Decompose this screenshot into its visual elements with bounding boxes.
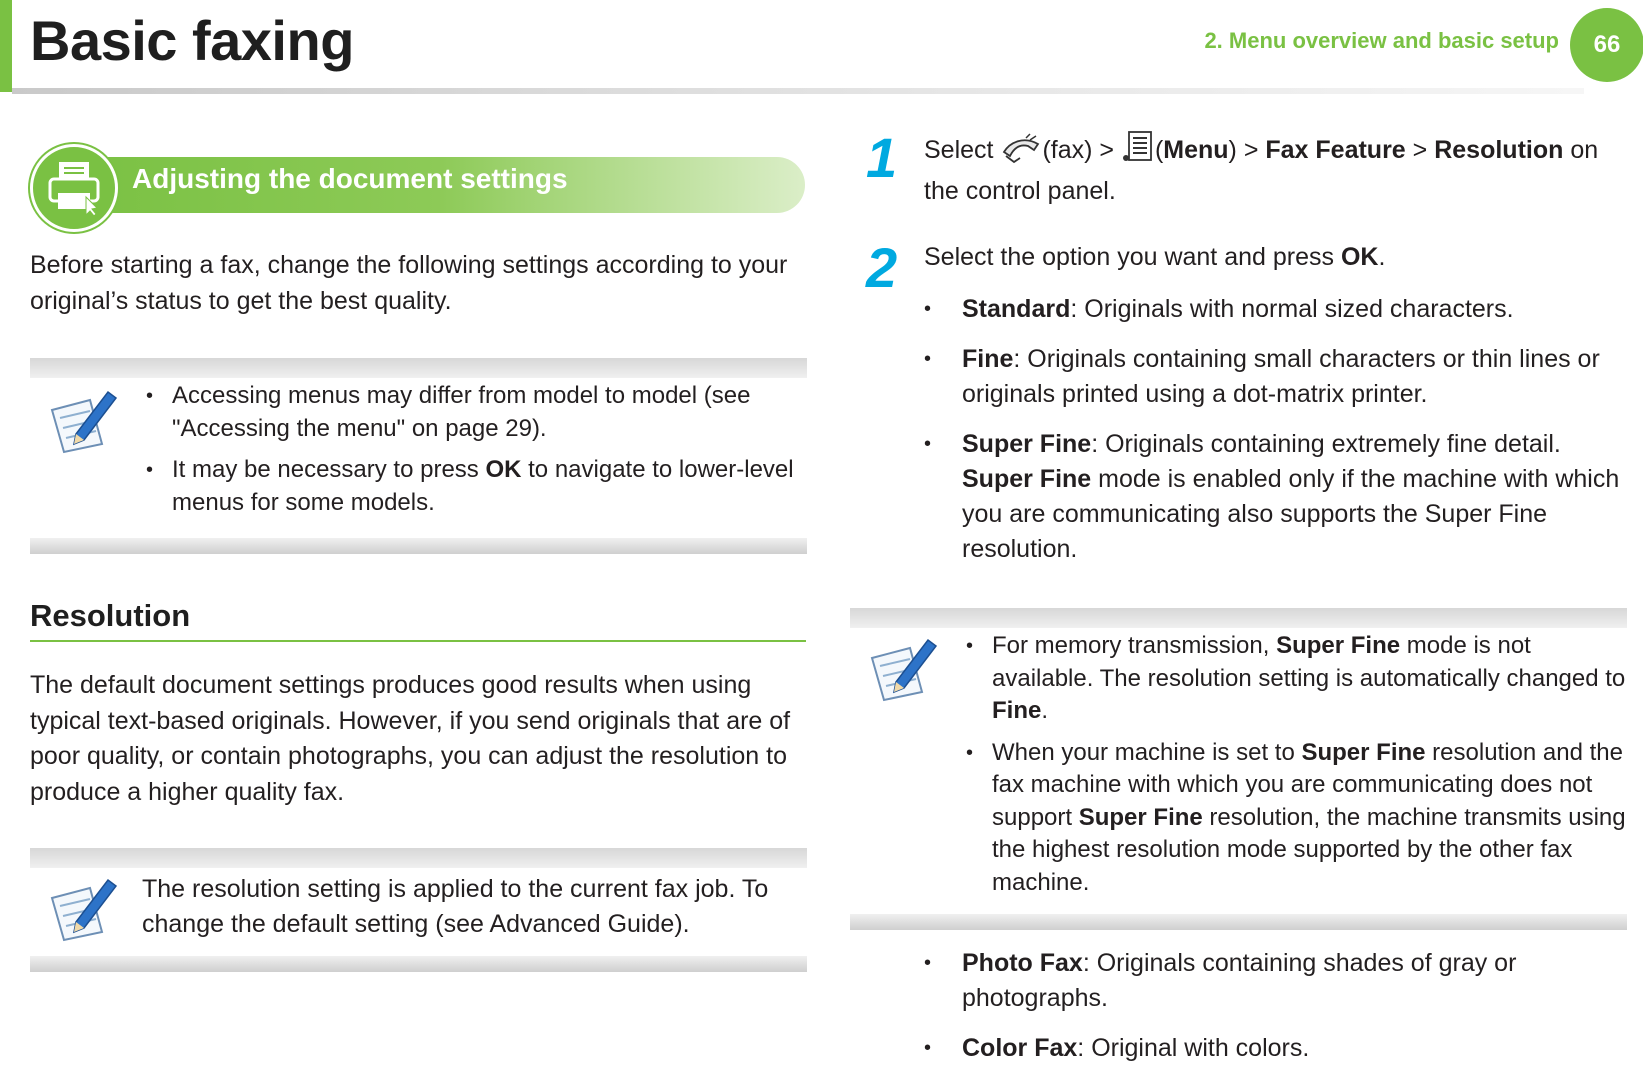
note-bottom-border (30, 956, 807, 972)
option-fine-desc: : Originals containing small characters or thin lines or originals printed using a dot-matrix printer. (962, 345, 1600, 408)
note-top-border (30, 358, 807, 378)
step-1-separator: > (1405, 136, 1435, 164)
step-2-number: 2 (866, 236, 898, 299)
note-3-content (956, 630, 1628, 908)
note-3-fine: Fine (992, 697, 1042, 724)
option-photo-fax-desc: : Originals containing shades of gray or photographs. (962, 949, 1517, 1012)
step-1-text (924, 130, 1624, 209)
step-1-menu-close: ) > (1228, 136, 1266, 164)
page-title: Basic faxing (30, 9, 354, 72)
header-divider (12, 88, 1584, 94)
option-super-fine (922, 427, 1627, 567)
note-bottom-border (850, 914, 1627, 930)
note-1-item-1-text: Accessing menus may differ from model to model (see "Accessing the menu" on page 29). (172, 382, 751, 442)
option-standard-desc: : Originals with normal sized characters. (1070, 295, 1514, 323)
option-fine-label: Fine (962, 345, 1014, 373)
note-1-item-2-pre: It may be necessary to press (172, 456, 486, 483)
note-pencil-icon (46, 386, 120, 456)
chapter-link[interactable]: 2. Menu overview and basic setup (1204, 28, 1559, 53)
option-super-fine-label-2: Super Fine (962, 465, 1092, 493)
section-title: Adjusting the document settings (132, 163, 568, 194)
ok-key-label: OK (485, 456, 522, 483)
option-super-fine-label: Super Fine (962, 430, 1092, 458)
ok-key-label: OK (1340, 243, 1379, 271)
note-1-item-1 (136, 380, 808, 445)
note-bottom-border (30, 538, 807, 554)
note-3-super-fine: Super Fine (1276, 632, 1401, 659)
option-color-fax-desc: : Original with colors. (1077, 1034, 1310, 1062)
note-top-border (850, 608, 1627, 628)
note-top-border (30, 848, 807, 868)
header-accent-bar (0, 0, 12, 92)
option-standard (922, 292, 1627, 327)
option-super-fine-desc: : Originals containing extremely fine detail. (1091, 430, 1561, 458)
note-3-item-1 (956, 630, 1628, 728)
note-1-item-2-post: to navigate to lower-level menus for some models. (172, 456, 794, 516)
menu-label: Menu (1163, 136, 1229, 164)
note-3-item-1-pre: For memory transmission, (992, 632, 1277, 659)
menu-icon (1121, 130, 1155, 174)
option-photo-fax (922, 946, 1627, 1016)
step-2-post: . (1378, 243, 1386, 271)
resolution-label: Resolution (1434, 136, 1564, 164)
step-1-select: Select (924, 136, 1001, 164)
note-2-text: The resolution setting is applied to the current fax job. To change the default setting (see Advanced Guide). (142, 875, 769, 938)
note-1-content (136, 380, 808, 528)
resolution-heading-rule (30, 640, 806, 642)
note-3-item-2-post: resolution, the machine transmits using the highest resolution mode supported by the other fax machine. (992, 803, 1626, 896)
fax-icon (1000, 132, 1042, 174)
option-fine (922, 342, 1627, 412)
step-1-tail: on the control panel. (924, 136, 1599, 205)
option-color-fax-label: Color Fax (962, 1034, 1078, 1062)
note-3-item-1-mid: mode is not available. The resolution setting is automatically changed to (992, 632, 1626, 692)
note-3-super-fine: Super Fine (1078, 803, 1203, 831)
fax-machine-icon (30, 144, 118, 232)
page-number-badge: 66 (1570, 8, 1643, 82)
note-3-super-fine: Super Fine (1301, 738, 1426, 766)
step-1-number: 1 (866, 126, 898, 189)
note-1-item-2 (136, 454, 808, 519)
step-2-text (924, 240, 1624, 275)
fax-feature-label: Fax Feature (1265, 136, 1406, 164)
resolution-body: The default document settings produces good results when using typical text-based originals. However, if you send originals that are of poor quality, or contain photographs, you can adjust the resolution to produce a higher quality fax. (30, 671, 791, 806)
step-2-pre: Select the option you want and press (924, 243, 1341, 271)
note-3-item-2-pre: When your machine is set to (992, 738, 1302, 766)
note-3-item-2-mid: resolution and the fax machine with which you are communicating does not support (992, 738, 1623, 831)
resolution-heading: Resolution (30, 598, 191, 633)
step-1-menu-open: ( (1154, 136, 1164, 164)
option-photo-fax-label: Photo Fax (962, 949, 1083, 977)
note-3-item-2 (956, 737, 1628, 900)
note-pencil-icon (46, 874, 120, 944)
option-super-fine-desc-2: mode is enabled only if the machine with which you are communicating also supports the Super Fine resolution. (962, 465, 1620, 563)
note-pencil-icon (866, 634, 940, 704)
section-intro: Before starting a fax, change the following settings according to your original’s status to get the best quality. (30, 251, 788, 315)
option-standard-label: Standard (962, 295, 1071, 323)
note-3-item-1-post: . (1041, 697, 1049, 724)
step-1-fax: (fax) > (1042, 136, 1121, 164)
resolution-options (922, 292, 1627, 582)
